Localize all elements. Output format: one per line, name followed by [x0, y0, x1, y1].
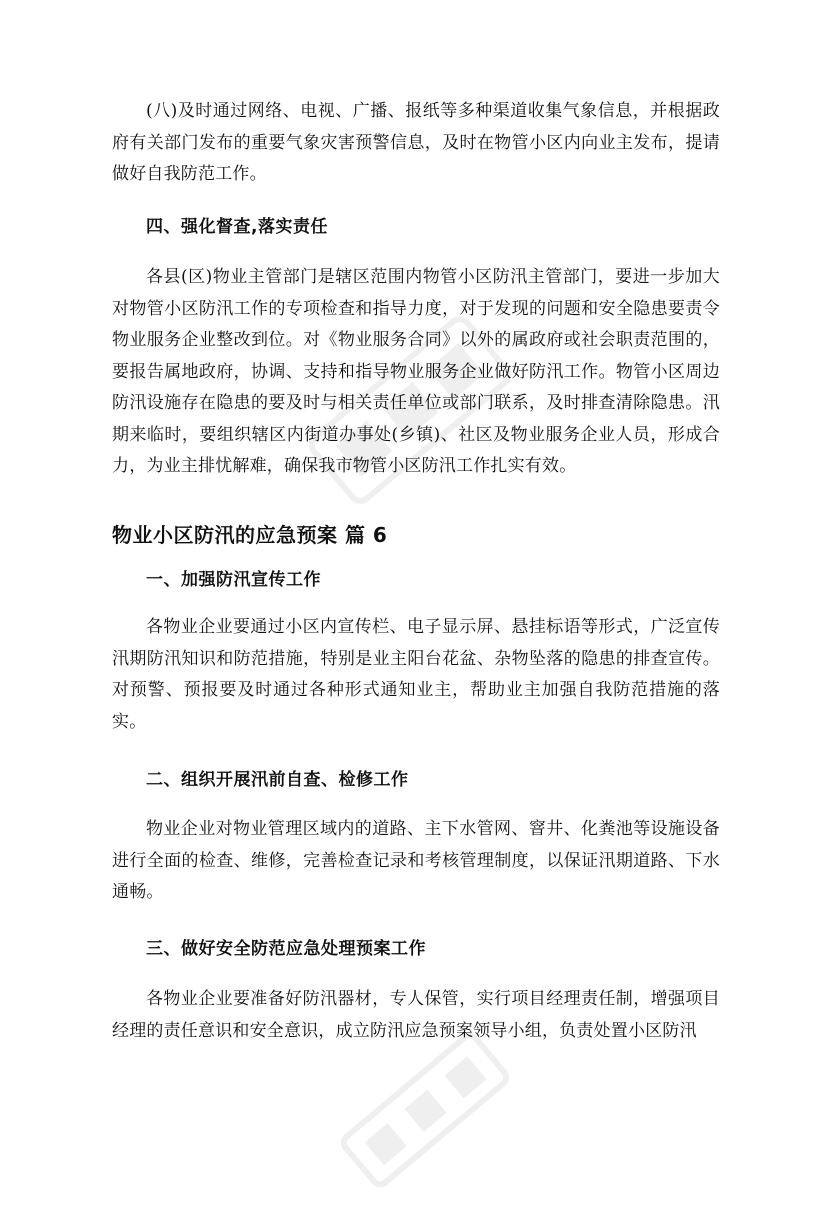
- heading-3: 三、做好安全防范应急处理预案工作: [146, 939, 426, 959]
- body-1: 各物业企业要通过小区内宣传栏、电子显示屏、悬挂标语等形式，广泛宣传汛期防汛知识和防范措施，特别是业主阳台花盆、杂物坠落的隐患的排查宣传。对预警、预报要及时通过各种形式通知业主，帮助业主加强自我防范措施的落实。: [112, 617, 720, 732]
- body-2: 物业企业对物业管理区域内的道路、主下水管网、窨井、化粪池等设施设备进行全面的检查、维修，完善检查记录和考核管理制度，以保证汛期道路、下水通畅。: [112, 819, 720, 902]
- heading-1: 一、加强防汛宣传工作: [146, 570, 321, 590]
- heading-2: 二、组织开展汛前自查、检修工作: [146, 770, 409, 790]
- article-title: 物业小区防汛的应急预案 篇 6: [112, 523, 388, 547]
- body-3: 各物业企业要准备好防汛器材，专人保管，实行项目经理责任制，增强项目经理的责任意识和安全意识，成立防汛应急预案领导小组，负责处置小区防汛: [112, 989, 720, 1041]
- paragraph-8: (八)及时通过网络、电视、广播、报纸等多种渠道收集气象信息，并根据政府有关部门发布的重要气象灾害预警信息，及时在物管小区内向业主发布，提请做好自我防范工作。: [112, 101, 720, 184]
- section-4-heading: 四、强化督查,落实责任: [146, 217, 328, 237]
- section-4-body: 各县(区)物业主管部门是辖区范围内物管小区防汛主管部门，要进一步加大对物管小区防汛工作的专项检查和指导力度，对于发现的问题和安全隐患要责令物业服务企业整改到位。对《物业服务合同》以外的属政府或社会职责范围的，要报告属地政府，协调、支持和指导物业服务企业做好防汛工作。物管小区周边防汛设施存在隐患的要及时与相关责任单位或部门联系，及时排查清除隐患。汛期来临时，要组织辖区内街道办事处(乡镇)、社区及物业服务企业人员，形成合力，为业主排忧解难，确保我市物管小区防汛工作扎实有效。: [112, 267, 720, 476]
